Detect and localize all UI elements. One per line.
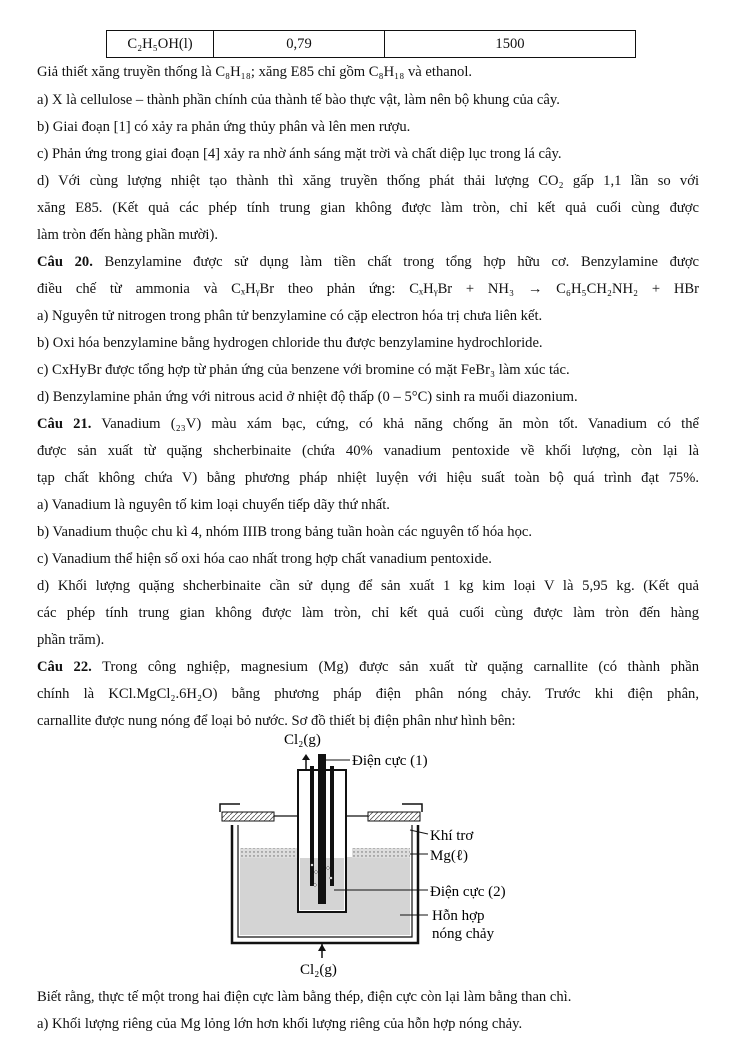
text-line: b) Oxi hóa benzylamine bằng hydrogen chloride thu được benzylamine hydrochloride. <box>37 335 543 351</box>
text-line: c) Phản ứng trong giai đoạn [4] xảy ra nhờ ánh sáng mặt trời và chất diệp lục trong lá cây. <box>37 146 562 162</box>
text-line: d) Khối lượng quặng shcherbinaite cần sử dụng để sản xuất 1 kg kim loại V là 5,95 kg. (Kết quả <box>37 578 699 594</box>
text-line: c) CxHyBr được tổng hợp từ phản ứng của benzene với bromine có mặt FeBr₃ làm xúc tác. <box>37 362 570 378</box>
mg-layer-right <box>352 848 410 858</box>
question-21-intro: Câu 21. Vanadium (₂₃V) màu xám bạc, cứng, có khả năng chống ăn mòn tốt. Vanadium có thể <box>37 416 700 432</box>
mixture-label-2: nóng chảy <box>432 926 495 942</box>
text-line: Giả thiết xăng truyền thống là C₈H₁₈; xăng E85 chỉ gồm C₈H₁₈ và ethanol. <box>37 64 473 80</box>
cl2-top-label: Cl₂(g) <box>284 732 321 748</box>
lid-left <box>222 812 274 821</box>
table-row <box>107 31 636 58</box>
question-22-intro: Câu 22. Trong công nghiệp, magnesium (Mg) được sản xuất từ quặng carnallite (có thành phần <box>37 659 700 675</box>
question-label: Câu 21. <box>37 416 92 432</box>
data-table <box>106 30 636 58</box>
text-line: a) Nguyên tử nitrogen trong phân tử benzylamine có cặp electron hóa trị chưa liên kết. <box>37 308 543 324</box>
text-line: carnallite được nung nóng để loại bỏ nước. Sơ đồ thiết bị điện phân như hình bên: <box>37 713 516 729</box>
electrolysis-diagram <box>200 730 530 980</box>
cl2-bottom-label: Cl₂(g) <box>300 962 337 978</box>
text-line: b) Vanadium thuộc chu kì 4, nhóm IIIB trong bảng tuần hoàn các nguyên tố hóa học. <box>37 524 532 540</box>
text-line: phần trăm). <box>37 632 105 648</box>
text-line: a) X là cellulose – thành phần chính của thành tế bào thực vật, làm nên bộ khung của cây. <box>37 92 560 108</box>
mixture-label-1: Hỗn hợp <box>432 908 485 924</box>
question-label: Câu 22. <box>37 659 92 675</box>
text-line: các phép tính trung gian không được làm tròn, chỉ kết quả cuối cùng được làm tròn đến hàng <box>37 605 699 621</box>
question-20-intro: Câu 20. Benzylamine được sử dụng làm tiền chất trong tổng hợp hữu cơ. Benzylamine được <box>37 254 700 270</box>
text-line: c) Vanadium thể hiện số oxi hóa cao nhất trong hợp chất vanadium pentoxide. <box>37 551 492 567</box>
electrode-2-label: Điện cực (2) <box>430 884 506 900</box>
text-line: làm tròn đến hàng phần mười). <box>37 227 218 243</box>
text-line: Biết rằng, thực tế một trong hai điện cực làm bằng thép, điện cực còn lại làm bằng than chì. <box>37 989 572 1005</box>
text-line: d) Benzylamine phản ứng với nitrous acid ở nhiệt độ thấp (0 – 5°C) sinh ra muối diazonium. <box>37 389 578 405</box>
mg-liquid-label: Mg(ℓ) <box>430 848 469 864</box>
electrode-1 <box>318 754 326 904</box>
text-line: a) Vanadium là nguyên tố kim loại chuyển tiếp dãy thứ nhất. <box>37 497 390 513</box>
text-line: d) Với cùng lượng nhiệt tạo thành thì xăng truyền thống phát thải lượng CO₂ gấp 1,1 lần so với <box>37 173 699 189</box>
text-line: tạp chất không chứa V) bằng phương pháp nhiệt luyện với hiệu suất toàn bộ quá trình đạt 75%. <box>37 470 699 486</box>
text-line: điều chế từ ammonia và CₓHᵧBr theo phản ứng: CₓHᵧBr + NH₃ → C₆H₅CH₂NH₂ + HBr <box>37 281 699 297</box>
inert-gas-label: Khí trơ <box>430 828 474 844</box>
lid-right <box>368 812 420 821</box>
table-cell-density: 0,79 <box>214 31 385 58</box>
electrode-1-label: Điện cực (1) <box>352 753 428 769</box>
table-cell-value: 1500 <box>385 31 636 58</box>
text-line: b) Giai đoạn [1] có xảy ra phản ứng thủy phân và lên men rượu. <box>37 119 411 135</box>
table-cell-compound: C₂H₅OH(l) <box>107 31 214 58</box>
text-line: chính là KCl.MgCl₂.6H₂O) bằng phương pháp điện phân nóng chảy. Trước khi điện phân, <box>37 686 699 702</box>
text-line: a) Khối lượng riêng của Mg lỏng lớn hơn khối lượng riêng của hỗn hợp nóng chảy. <box>37 1016 523 1032</box>
text-line: xăng E85. (Kết quả các phép tính trung gian không được làm tròn, chỉ kết quả cuối cùng được <box>37 200 699 216</box>
text-line: được sản xuất từ quặng shcherbinaite (chứa 40% vanadium pentoxide về khối lượng, còn lại là <box>37 443 699 459</box>
question-label: Câu 20. <box>37 254 93 270</box>
